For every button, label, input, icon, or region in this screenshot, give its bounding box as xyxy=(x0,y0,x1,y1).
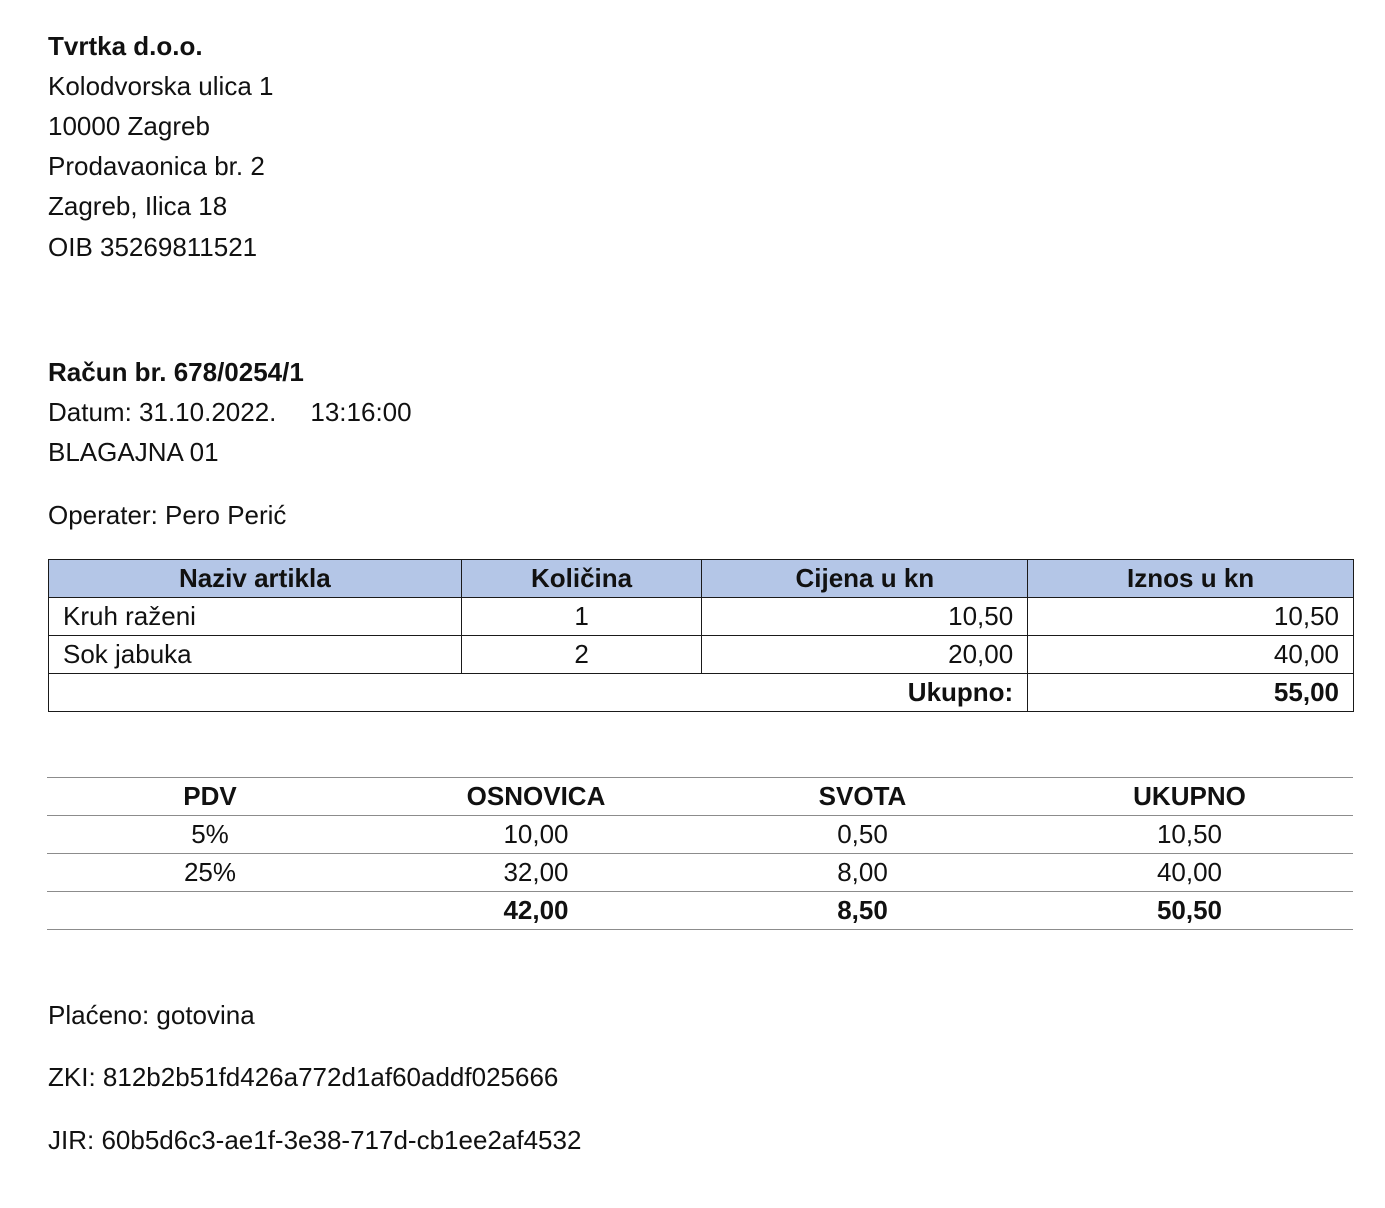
header-vat: PDV xyxy=(47,778,373,816)
vat-base: 10,00 xyxy=(373,816,699,854)
table-row xyxy=(47,854,1353,892)
item-price: 20,00 xyxy=(702,636,1028,674)
receipt-datetime xyxy=(48,397,412,427)
item-price: 10,50 xyxy=(702,598,1028,636)
jir-code: JIR: 60b5d6c3-ae1f-3e38-717d-cb1ee2af4532 xyxy=(48,1125,582,1155)
items-header-row xyxy=(49,560,1354,598)
total-label: Ukupno: xyxy=(49,674,1028,712)
header-base: OSNOVICA xyxy=(373,778,699,816)
item-amount: 40,00 xyxy=(1028,636,1354,674)
header-quantity: Količina xyxy=(461,560,702,598)
store-address: Zagreb, Ilica 18 xyxy=(48,191,228,221)
header-tax: SVOTA xyxy=(699,778,1026,816)
vat-sum-total: 50,50 xyxy=(1026,892,1353,930)
table-row xyxy=(49,636,1354,674)
items-total-row xyxy=(49,674,1354,712)
table-row xyxy=(47,816,1353,854)
zki-code: ZKI: 812b2b51fd426a772d1af60addf025666 xyxy=(48,1062,559,1092)
vat-tax: 0,50 xyxy=(699,816,1026,854)
store-name: Prodavaonica br. 2 xyxy=(48,151,265,181)
receipt-date: Datum: 31.10.2022. xyxy=(48,397,277,427)
item-name: Kruh raženi xyxy=(49,598,462,636)
items-table xyxy=(48,559,1354,712)
payment-method: Plaćeno: gotovina xyxy=(48,1000,255,1030)
item-quantity: 1 xyxy=(461,598,702,636)
company-street: Kolodvorska ulica 1 xyxy=(48,71,274,101)
table-row xyxy=(49,598,1354,636)
vat-tax: 8,00 xyxy=(699,854,1026,892)
vat-base: 32,00 xyxy=(373,854,699,892)
receipt-time: 13:16:00 xyxy=(310,397,412,427)
vat-table xyxy=(47,777,1353,930)
header-price: Cijena u kn xyxy=(702,560,1028,598)
item-amount: 10,50 xyxy=(1028,598,1354,636)
vat-sum-row xyxy=(47,892,1353,930)
vat-sum-tax: 8,50 xyxy=(699,892,1026,930)
vat-rate: 25% xyxy=(47,854,373,892)
item-quantity: 2 xyxy=(461,636,702,674)
operator: Operater: Pero Perić xyxy=(48,500,287,530)
vat-header-row xyxy=(47,778,1353,816)
company-oib: OIB 35269811521 xyxy=(48,232,258,262)
company-name: Tvrtka d.o.o. xyxy=(48,31,203,61)
vat-sum-base: 42,00 xyxy=(373,892,699,930)
header-item-name: Naziv artikla xyxy=(49,560,462,598)
cash-register: BLAGAJNA 01 xyxy=(48,437,219,467)
header-amount: Iznos u kn xyxy=(1028,560,1354,598)
total-value: 55,00 xyxy=(1028,674,1354,712)
vat-total: 10,50 xyxy=(1026,816,1353,854)
vat-rate: 5% xyxy=(47,816,373,854)
receipt-number: Račun br. 678/0254/1 xyxy=(48,357,304,387)
company-city: 10000 Zagreb xyxy=(48,111,210,141)
header-total: UKUPNO xyxy=(1026,778,1353,816)
item-name: Sok jabuka xyxy=(49,636,462,674)
vat-sum-rate xyxy=(47,892,373,930)
vat-total: 40,00 xyxy=(1026,854,1353,892)
